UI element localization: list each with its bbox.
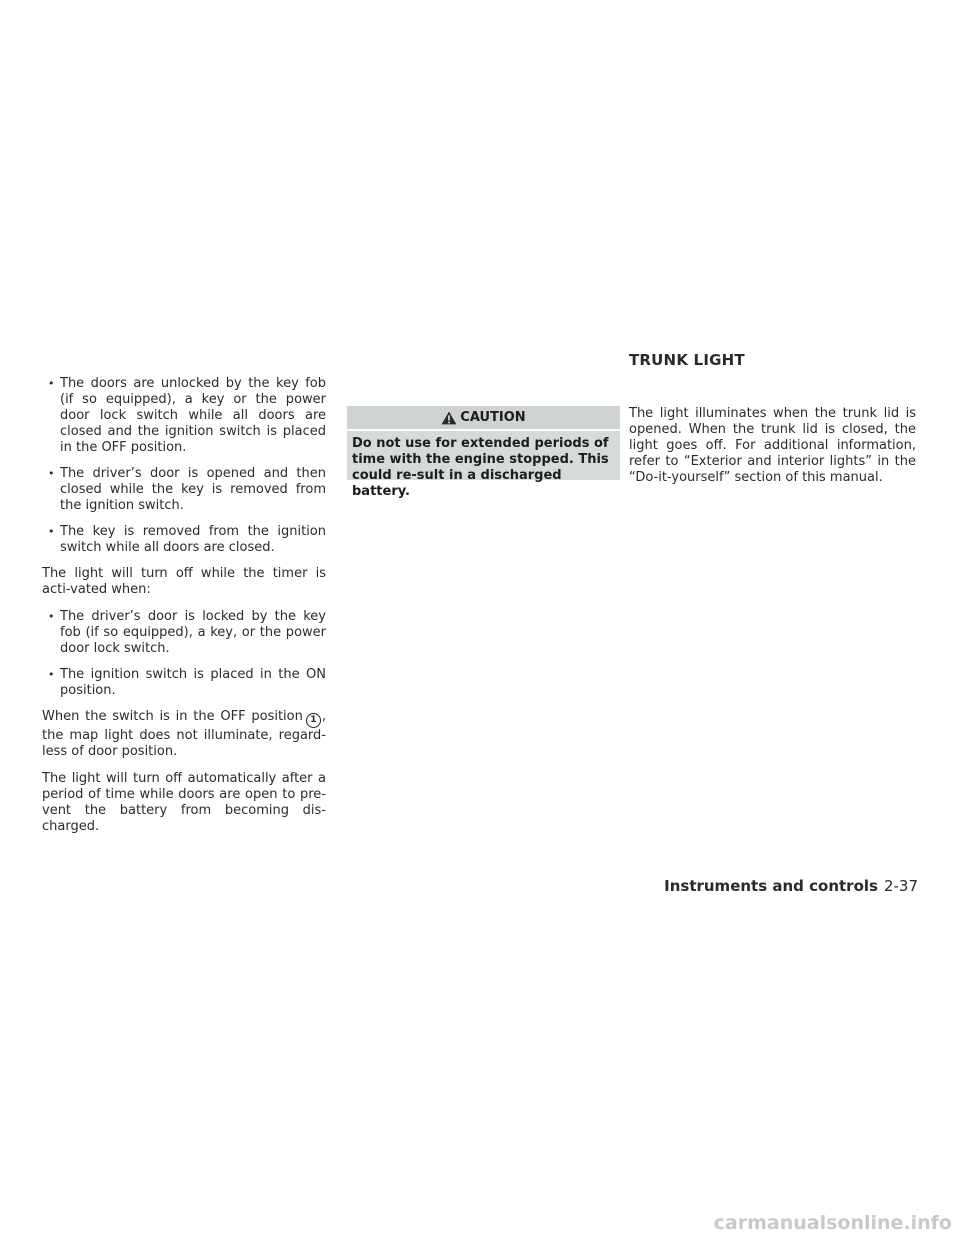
caution-box: [347, 406, 620, 499]
page-footer: [664, 877, 918, 895]
off-position-text-cont: , the map light does not illuminate, regard-less of door position.: [42, 709, 326, 759]
auto-off-paragraph: The light will turn off automatically after a period of time while doors are open to pre-vent the battery from becoming dis-charged.: [42, 771, 326, 834]
timer-intro: The light will turn off while the timer is acti-vated when:: [42, 566, 326, 597]
bullet-ignition-on: • The ignition switch is placed in the ON position.: [42, 667, 326, 699]
footer-section-title: Instruments and controls: [664, 877, 878, 895]
callout-marker-1: 1: [306, 713, 321, 728]
page-number: 2-37: [883, 877, 918, 895]
off-position-paragraph: [42, 709, 326, 760]
bullet-key-removed: • The key is removed from the ignition switch while all doors are closed.: [42, 524, 326, 556]
left-column: [42, 376, 326, 846]
bullet-driver-door-opened: • The driver’s door is opened and then closed while the key is removed from the ignition switch.: [42, 466, 326, 514]
bullet-doors-unlocked: • The doors are unlocked by the key fob (if so equipped), a key or the power door lock switch while all doors are closed and the ignition switch is placed in the OFF position.: [42, 376, 326, 456]
off-position-text: When the switch is in the OFF position: [42, 709, 303, 724]
caution-text: Do not use for extended periods of time with the engine stopped. This could re-sult in a discharged battery.: [352, 436, 609, 499]
watermark: carmanualsonline.info: [713, 1212, 952, 1234]
bullet-driver-door-locked: • The driver’s door is locked by the key fob (if so equipped), a key, or the power door lock switch.: [42, 609, 326, 657]
trunk-light-paragraph: The light illuminates when the trunk lid is opened. When the trunk lid is closed, the light goes off. For additional information, refer to “Exterior and interior lights” in the “Do-it-yourself” section of this manual.: [629, 406, 916, 485]
caution-title: CAUTION: [460, 410, 526, 425]
warning-triangle-icon: [441, 411, 457, 425]
caution-header: [347, 406, 620, 431]
right-column: [629, 406, 916, 497]
trunk-light-heading: TRUNK LIGHT: [629, 351, 745, 369]
